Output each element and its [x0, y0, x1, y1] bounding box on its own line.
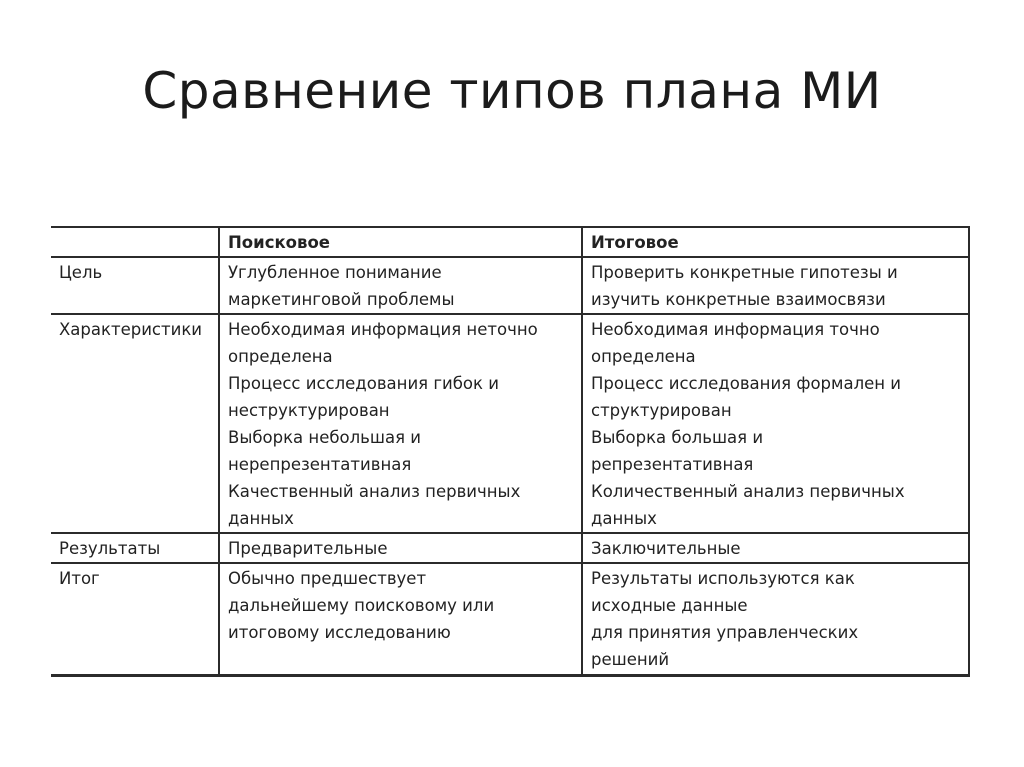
cell-line: Процесс исследования гибок и — [228, 374, 499, 393]
cell-line: данных — [228, 509, 294, 528]
exploratory-cell — [219, 533, 582, 563]
conclusive-cell — [582, 563, 969, 676]
cell-line: Углубленное понимание — [228, 263, 442, 282]
cell-line: Количественный анализ первичных — [591, 482, 905, 501]
comparison-table — [51, 226, 970, 677]
cell-line: Выборка небольшая и — [228, 428, 421, 447]
table-row-goal — [51, 257, 969, 314]
cell-line: структурирован — [591, 401, 732, 420]
cell-line: итоговому исследованию — [228, 623, 451, 642]
cell-line: дальнейшему поисковому или — [228, 596, 495, 615]
cell-line: маркетинговой проблемы — [228, 290, 455, 309]
cell-line: Необходимая информация точно — [591, 320, 880, 339]
cell-line: определена — [591, 347, 696, 366]
conclusive-cell — [582, 314, 969, 533]
cell-line: Результаты используются как — [591, 569, 855, 588]
header-cell-exploratory: Поисковое — [219, 227, 582, 257]
cell-line: определена — [228, 347, 333, 366]
cell-line: Заключительные — [591, 539, 741, 558]
cell-line: Необходимая информация неточно — [228, 320, 538, 339]
cell-line: Обычно предшествует — [228, 569, 427, 588]
slide-title: Сравнение типов плана МИ — [142, 62, 882, 120]
conclusive-cell — [582, 257, 969, 314]
row-label: Итог — [51, 563, 219, 676]
cell-line: для принятия управленческих — [591, 623, 859, 642]
cell-line: репрезентативная — [591, 455, 754, 474]
cell-line: Качественный анализ первичных — [228, 482, 521, 501]
row-label: Цель — [51, 257, 219, 314]
cell-line: изучить конкретные взаимосвязи — [591, 290, 886, 309]
table-row-results — [51, 533, 969, 563]
exploratory-cell — [219, 314, 582, 533]
cell-line: Процесс исследования формален и — [591, 374, 902, 393]
cell-line: решений — [591, 650, 670, 669]
exploratory-cell — [219, 563, 582, 676]
cell-line: данных — [591, 509, 657, 528]
exploratory-cell — [219, 257, 582, 314]
cell-line: исходные данные — [591, 596, 748, 615]
cell-line: Предварительные — [228, 539, 388, 558]
table-row-outcome — [51, 563, 969, 676]
cell-line: Выборка большая и — [591, 428, 764, 447]
table-header-row — [51, 227, 969, 257]
row-label: Результаты — [51, 533, 219, 563]
cell-line: нерепрезентативная — [228, 455, 412, 474]
table-row-characteristics — [51, 314, 969, 533]
conclusive-cell — [582, 533, 969, 563]
cell-line: неструктурирован — [228, 401, 390, 420]
header-cell-conclusive: Итоговое — [582, 227, 969, 257]
row-label: Характеристики — [51, 314, 219, 533]
header-cell-empty — [51, 227, 219, 257]
cell-line: Проверить конкретные гипотезы и — [591, 263, 898, 282]
